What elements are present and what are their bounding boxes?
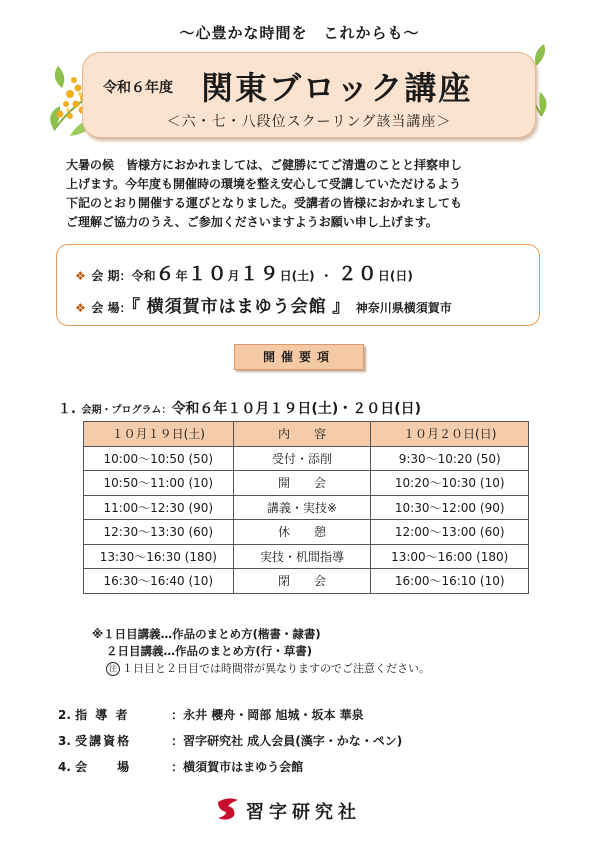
content-cell: 閉 会 xyxy=(233,569,371,594)
content-cell: 休 憩 xyxy=(233,520,371,545)
greeting-line: ご理解ご協力のうえ、ご参加くださいますようお願い申し上げます。 xyxy=(66,215,438,229)
venue-bracket-open: 『 xyxy=(131,297,142,317)
item-number: 4. xyxy=(58,760,71,774)
item-label: 会期・プログラム： xyxy=(81,405,172,416)
day2-time: 12:00～13:00 (60) xyxy=(371,520,529,545)
title-banner xyxy=(82,52,536,138)
period-weekday2: (日) xyxy=(389,269,413,283)
detail-item xyxy=(58,702,402,728)
content-cell: 受付・添削 xyxy=(233,446,371,471)
content-cell: 講義・実技※ xyxy=(233,495,371,520)
day1-time: 13:30～16:30 (180) xyxy=(84,544,234,569)
day2-time: 9:30～10:20 (50) xyxy=(371,446,529,471)
content-cell: 実技・机間指導 xyxy=(233,544,371,569)
diamond-bullet-icon: ❖ xyxy=(75,269,86,283)
item-value: ：習字研究社 成人会員(漢字・かな・ペン) xyxy=(171,734,403,748)
item-value: 令和６年１０月１９日(土)・２０日(日) xyxy=(171,401,422,417)
column-header-day1: １０月１９日(土) xyxy=(84,422,234,447)
item-program xyxy=(58,398,421,418)
diamond-bullet-icon: ❖ xyxy=(75,301,86,315)
period-separator: ・ xyxy=(320,269,333,283)
day1-time: 12:30～13:30 (60) xyxy=(84,520,234,545)
note-line: ※１日目講義…作品のまとめ方(楷書・隷書) xyxy=(92,627,321,641)
period-label: 会 期： xyxy=(91,269,132,283)
page-title: 関東ブロック講座 xyxy=(201,69,473,107)
table-row xyxy=(84,520,529,545)
period-era: 令和 xyxy=(131,269,156,283)
table-row xyxy=(84,495,529,520)
schedule-table xyxy=(83,421,529,594)
venue-place: 神奈川県横須賀市 xyxy=(355,301,452,315)
schedule-notes xyxy=(92,626,430,677)
greeting-line: 大暑の候 皆様方におかれましては、ご健勝にてご清遣のことと拝察申し xyxy=(66,158,463,172)
item-key: 指 導 者 xyxy=(75,708,130,722)
circled-note-icon: 注 xyxy=(106,662,120,676)
day2-time: 10:30～12:00 (90) xyxy=(371,495,529,520)
period-year: ６ xyxy=(155,263,176,285)
greeting-line: 上げます。今年度も開催時の環境を整え安心して受講していただけるよう xyxy=(66,177,462,191)
day2-time: 16:00～16:10 (10) xyxy=(371,569,529,594)
detail-item xyxy=(58,728,402,754)
content-cell: 開 会 xyxy=(233,471,371,496)
column-header-day2: １０月２０日(日) xyxy=(371,422,529,447)
publisher-name: 習字研究社 xyxy=(246,802,361,823)
greeting-line: 下記のとおり開催する運びとなりました。受講者の皆様におかれましても xyxy=(66,196,463,210)
day1-time: 10:50～11:00 (10) xyxy=(84,471,234,496)
brush-stroke-logo-icon xyxy=(214,796,242,822)
era-year: 令和６年度 xyxy=(103,80,173,96)
day2-time: 13:00～16:00 (180) xyxy=(371,544,529,569)
table-row xyxy=(84,544,529,569)
period-weekday1: (土) xyxy=(291,269,315,283)
unit-year: 年 xyxy=(175,269,188,283)
venue-row xyxy=(75,292,452,317)
item-value: ：横須賀市はまゆう会館 xyxy=(171,760,304,774)
page-subtitle: ＜六・七・八段位スクーリング該当講座＞ xyxy=(166,114,452,130)
period-month: １０ xyxy=(187,263,228,285)
item-value: ：永井 櫻舟・岡部 旭城・坂本 華泉 xyxy=(171,708,364,722)
table-row xyxy=(84,569,529,594)
item-number: 3. xyxy=(58,734,71,748)
item-key: 受講資格 xyxy=(75,734,132,748)
item-number: １. xyxy=(58,402,76,417)
column-header-content: 内 容 xyxy=(233,422,371,447)
note-line xyxy=(92,660,430,677)
note-line: ２日目講義…作品のまとめ方(行・草書) xyxy=(106,644,313,658)
venue-name: 横須賀市はまゆう会館 xyxy=(146,297,327,317)
period-row xyxy=(75,259,413,286)
tagline: ～心豊かな時間を これからも～ xyxy=(179,24,420,42)
table-row xyxy=(84,471,529,496)
table-row xyxy=(84,446,529,471)
table-header-row xyxy=(84,422,529,447)
period-day2: ２０ xyxy=(337,263,378,285)
unit-month: 月 xyxy=(227,269,240,283)
venue-label: 会 場： xyxy=(91,301,132,315)
item-key: 会 場 xyxy=(75,760,132,774)
detail-items xyxy=(58,702,402,780)
info-box xyxy=(56,244,540,326)
section-label: 開催要項 xyxy=(234,344,364,370)
item-number: 2. xyxy=(58,708,71,722)
note-text: １日目と２日目では時間帯が異なりますのでご注意ください。 xyxy=(122,662,430,675)
day1-time: 10:00～10:50 (50) xyxy=(84,446,234,471)
day1-time: 11:00～12:30 (90) xyxy=(84,495,234,520)
greeting-paragraph xyxy=(66,156,546,232)
unit-day: 日 xyxy=(279,269,292,283)
day1-time: 16:30～16:40 (10) xyxy=(84,569,234,594)
day2-time: 10:20～10:30 (10) xyxy=(371,471,529,496)
venue-bracket-close: 』 xyxy=(332,297,351,317)
period-day1: １９ xyxy=(239,263,280,285)
unit-day: 日 xyxy=(377,269,390,283)
detail-item xyxy=(58,754,402,780)
